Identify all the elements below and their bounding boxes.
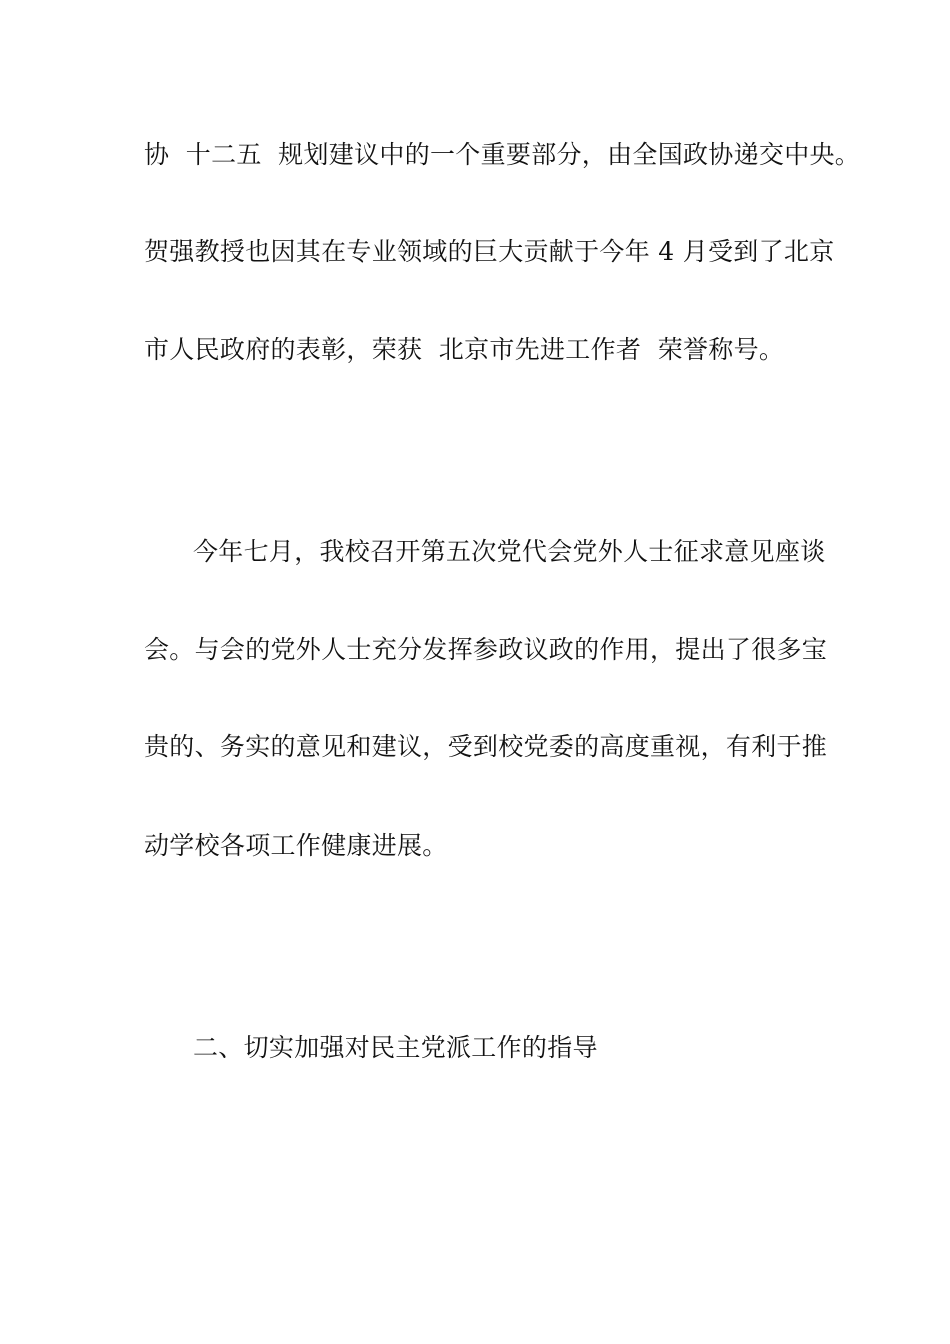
paragraph-1-line-1: 协 十二五 规划建议中的一个重要部分，由全国政协递交中央。: [144, 140, 861, 169]
paragraph-2-line-3: 贵的、务实的意见和建议，受到校党委的高度重视，有利于推: [144, 732, 828, 761]
paragraph-2-line-1: 今年七月，我校召开第五次党代会党外人士征求意见座谈: [193, 537, 826, 566]
paragraph-2-line-4: 动学校各项工作健康进展。: [144, 831, 448, 860]
paragraph-1-line-3: 市人民政府的表彰，荣获 北京市先进工作者 荣誉称号。: [144, 335, 785, 364]
paragraph-1-line-2: 贺强教授也因其在专业领域的巨大贡献于今年 4 月受到了北京: [144, 237, 835, 266]
paragraph-2-line-2: 会。与会的党外人士充分发挥参政议政的作用，提出了很多宝: [144, 635, 828, 664]
section-heading: 二、切实加强对民主党派工作的指导: [193, 1033, 598, 1062]
